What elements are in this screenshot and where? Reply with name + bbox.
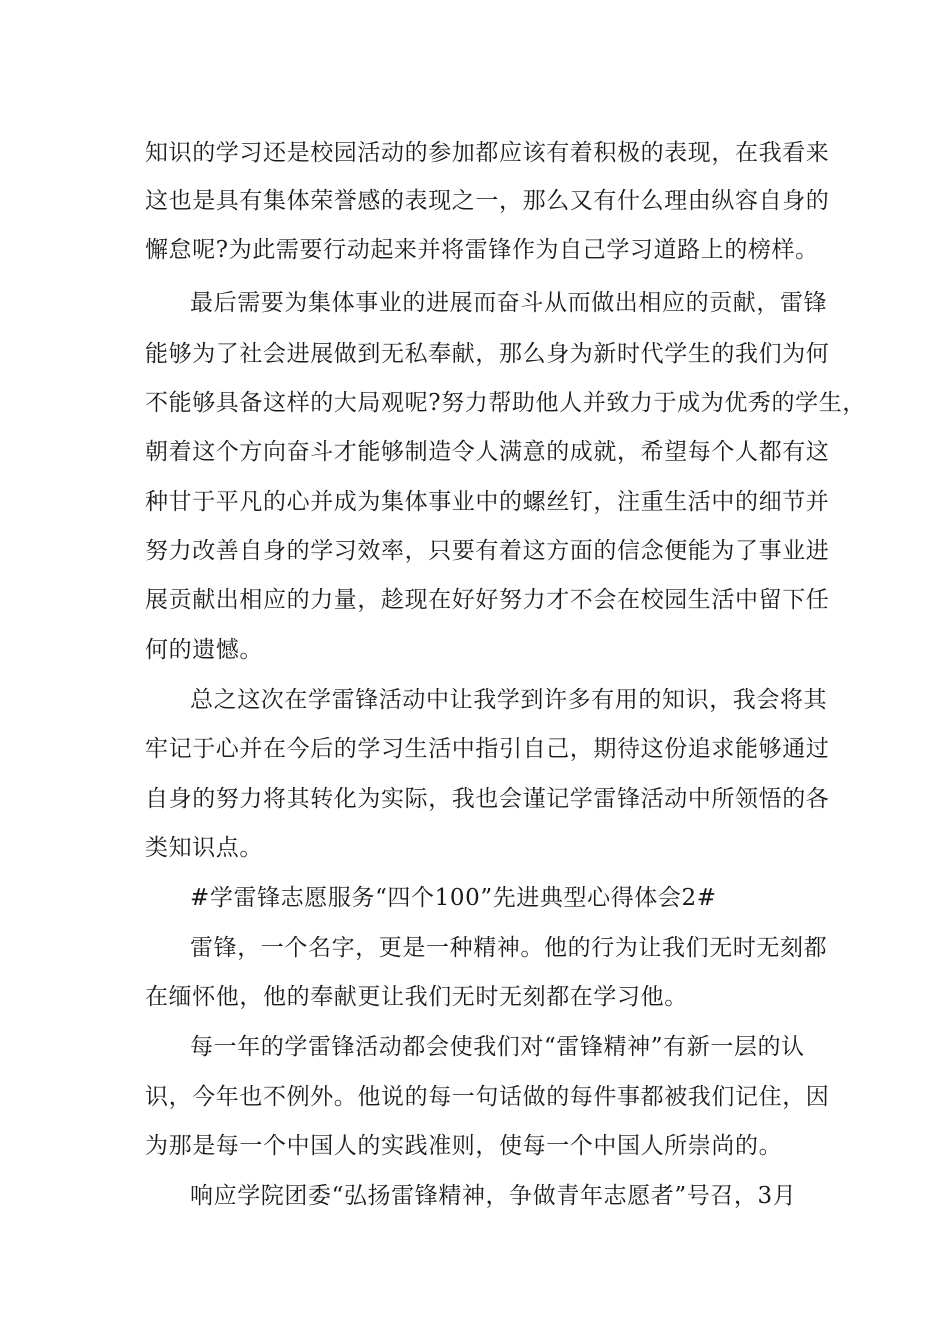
text-line: 为那是每一个中国人的实践准则，使每一个中国人所崇尚的。 [145, 1133, 783, 1159]
text-line: 每一年的学雷锋活动都会使我们对“雷锋精神”有新一层的认 [190, 1034, 805, 1060]
text-line: 不能够具备这样的大局观呢?努力帮助他人并致力于成为优秀的学生， [145, 390, 866, 416]
text-line: 总之这次在学雷锋活动中让我学到许多有用的知识，我会将其 [190, 687, 828, 713]
text-line: 自身的努力将其转化为实际，我也会谨记学雷锋活动中所领悟的各 [145, 786, 830, 812]
text-line: 识，今年也不例外。他说的每一句话做的每件事都被我们记住，因 [145, 1084, 830, 1110]
text-line: 种甘于平凡的心并成为集体事业中的螺丝钉，注重生活中的细节并 [145, 489, 830, 515]
text-line: 知识的学习还是校园活动的参加都应该有着积极的表现，在我看来 [145, 140, 830, 166]
text-line: 何的遗憾。 [145, 637, 263, 663]
text-line: 能够为了社会进展做到无私奉献，那么身为新时代学生的我们为何 [145, 341, 830, 367]
text-line: 努力改善自身的学习效率，只要有着这方面的信念便能为了事业进 [145, 538, 830, 564]
text-line: 牢记于心并在今后的学习生活中指引自己，期待这份追求能够通过 [145, 736, 830, 762]
text-line: 类知识点。 [145, 835, 263, 861]
text-line: 响应学院团委“弘扬雷锋精神，争做青年志愿者”号召，3月 [190, 1183, 797, 1209]
text-line: 展贡献出相应的力量，趁现在好好努力才不会在校园生活中留下任 [145, 587, 830, 613]
section-heading: #学雷锋志愿服务“四个100”先进典型心得体会2# [190, 885, 717, 911]
text-line: 这也是具有集体荣誉感的表现之一，那么又有什么理由纵容自身的 [145, 188, 830, 214]
text-line: 最后需要为集体事业的进展而奋斗从而做出相应的贡献，雷锋 [190, 290, 828, 316]
text-line: 朝着这个方向奋斗才能够制造令人满意的成就，希望每个人都有这 [145, 439, 830, 465]
text-line: 雷锋，一个名字，更是一种精神。他的行为让我们无时无刻都 [190, 935, 828, 961]
text-line: 懈怠呢?为此需要行动起来并将雷锋作为自己学习道路上的榜样。 [145, 237, 819, 263]
text-line: 在缅怀他，他的奉献更让我们无时无刻都在学习他。 [145, 984, 688, 1010]
